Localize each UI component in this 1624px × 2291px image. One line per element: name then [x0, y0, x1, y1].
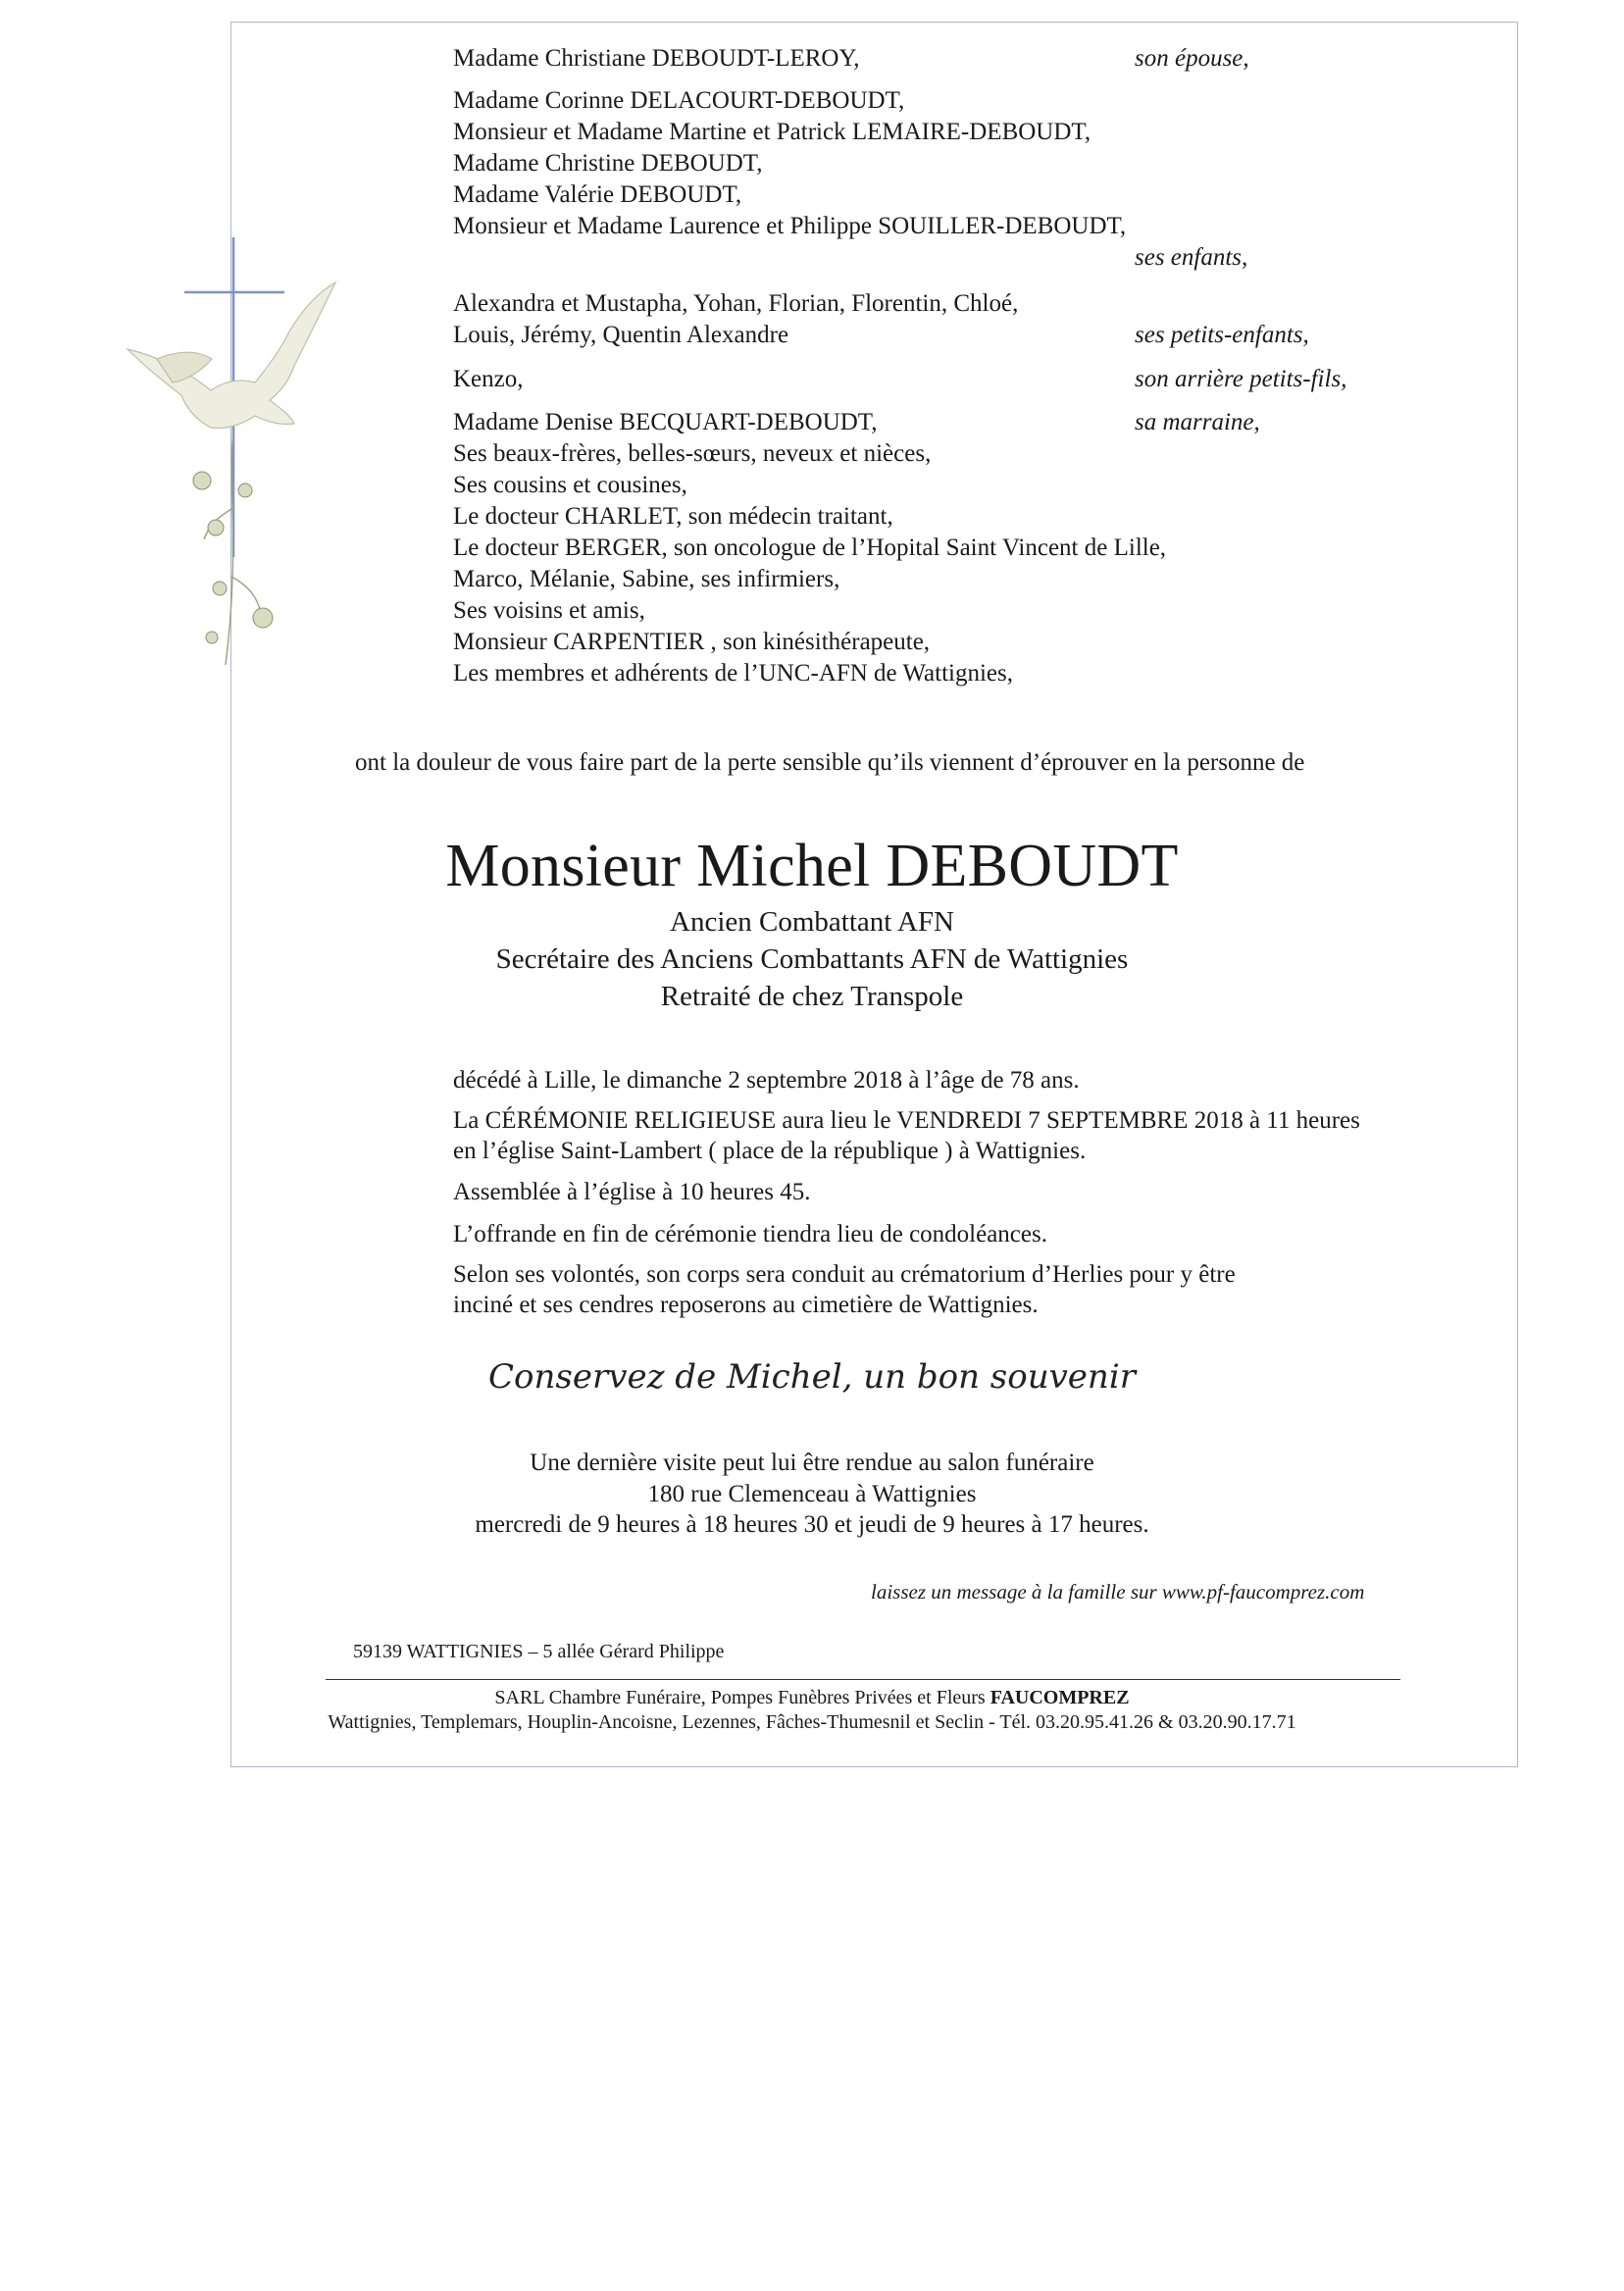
footer-company-prefix: SARL Chambre Funéraire, Pompes Funèbres Privées et Fleurs	[494, 1687, 986, 1708]
footer-locations: Wattignies, Templemars, Houplin-Ancoisne, Lezennes, Fâches-Thumesnil et Seclin - Tél. 03.20.95.41.26 & 03.20.90.17.71	[328, 1711, 1296, 1733]
message-link[interactable]: laissez un message à la famille sur www.pf-faucomprez.com	[871, 1580, 1365, 1604]
family-member-1: Madame Christiane DEBOUDT-LEROY,	[453, 45, 860, 72]
family-member-3: Monsieur et Madame Martine et Patrick LEMAIRE-DEBOUDT,	[453, 119, 1091, 145]
family-member-10: Kenzo,	[453, 366, 524, 392]
family-member-11: Madame Denise BECQUART-DEBOUDT,	[453, 409, 878, 435]
footer-company-name: FAUCOMPREZ	[990, 1687, 1130, 1708]
family-role-7: ses enfants,	[1135, 244, 1248, 271]
announcement-text: ont la douleur de vous faire part de la perte sensible qu’ils viennent d’éprouver en la personne de	[355, 749, 1305, 776]
deceased-title-3: Retraité de chez Transpole	[660, 981, 964, 1012]
family-member-18: Monsieur CARPENTIER , son kinésithérapeute,	[453, 629, 931, 655]
family-member-16: Marco, Mélanie, Sabine, ses infirmiers,	[453, 566, 840, 592]
family-role-9: ses petits-enfants,	[1135, 322, 1309, 348]
family-member-12: Ses beaux-frères, belles-sœurs, neveux et nièces,	[453, 440, 932, 467]
family-member-19: Les membres et adhérents de l’UNC-AFN de Wattignies,	[453, 660, 1013, 687]
family-role-11: sa marraine,	[1135, 409, 1260, 435]
detail-cremation-2: inciné et ses cendres reposerons au cimetière de Wattignies.	[453, 1292, 1039, 1318]
visit-line-1: Une dernière visite peut lui être rendue au salon funéraire	[530, 1450, 1094, 1476]
family-member-2: Madame Corinne DELACOURT-DEBOUDT,	[453, 87, 905, 114]
family-member-13: Ses cousins et cousines,	[453, 472, 687, 498]
family-member-6: Monsieur et Madame Laurence et Philippe SOUILLER-DEBOUDT,	[453, 213, 1127, 239]
deceased-title-1: Ancien Combattant AFN	[670, 906, 954, 938]
footer-company	[0, 1685, 1624, 1710]
family-member-15: Le docteur BERGER, son oncologue de l’Hopital Saint Vincent de Lille,	[453, 535, 1167, 561]
memory-phrase: Conservez de Michel, un bon souvenir	[488, 1357, 1136, 1397]
detail-death: décédé à Lille, le dimanche 2 septembre 2018 à l’âge de 78 ans.	[453, 1067, 1080, 1094]
detail-ceremony: La CÉRÉMONIE RELIGIEUSE aura lieu le VENDREDI 7 SEPTEMBRE 2018 à 11 heures	[453, 1107, 1360, 1134]
visit-line-3: mercredi de 9 heures à 18 heures 30 et jeudi de 9 heures à 17 heures.	[475, 1511, 1149, 1538]
family-member-4: Madame Christine DEBOUDT,	[453, 150, 763, 177]
family-member-17: Ses voisins et amis,	[453, 597, 645, 624]
detail-cremation-1: Selon ses volontés, son corps sera conduit au crématorium d’Herlies pour y être	[453, 1261, 1236, 1288]
visit-line-2: 180 rue Clemenceau à Wattignies	[647, 1481, 977, 1507]
detail-assembly: Assemblée à l’église à 10 heures 45.	[453, 1179, 811, 1205]
family-role-1: son épouse,	[1135, 45, 1249, 72]
cross-dove-flowers-icon	[118, 233, 343, 685]
family-member-8: Alexandra et Mustapha, Yohan, Florian, Florentin, Chloé,	[453, 290, 1019, 317]
deceased-name: Monsieur Michel DEBOUDT	[445, 833, 1179, 899]
detail-church: en l’église Saint-Lambert ( place de la république ) à Wattignies.	[453, 1138, 1087, 1164]
family-role-10: son arrière petits-fils,	[1135, 366, 1347, 392]
family-member-14: Le docteur CHARLET, son médecin traitant,	[453, 503, 893, 530]
detail-offering: L’offrande en fin de cérémonie tiendra lieu de condoléances.	[453, 1221, 1047, 1247]
family-member-9: Louis, Jérémy, Quentin Alexandre	[453, 322, 789, 348]
family-member-5: Madame Valérie DEBOUDT,	[453, 181, 742, 208]
deceased-title-2: Secrétaire des Anciens Combattants AFN de Wattignies	[495, 943, 1129, 975]
address-line: 59139 WATTIGNIES – 5 allée Gérard Philippe	[353, 1641, 725, 1662]
footer-divider	[326, 1679, 1400, 1680]
